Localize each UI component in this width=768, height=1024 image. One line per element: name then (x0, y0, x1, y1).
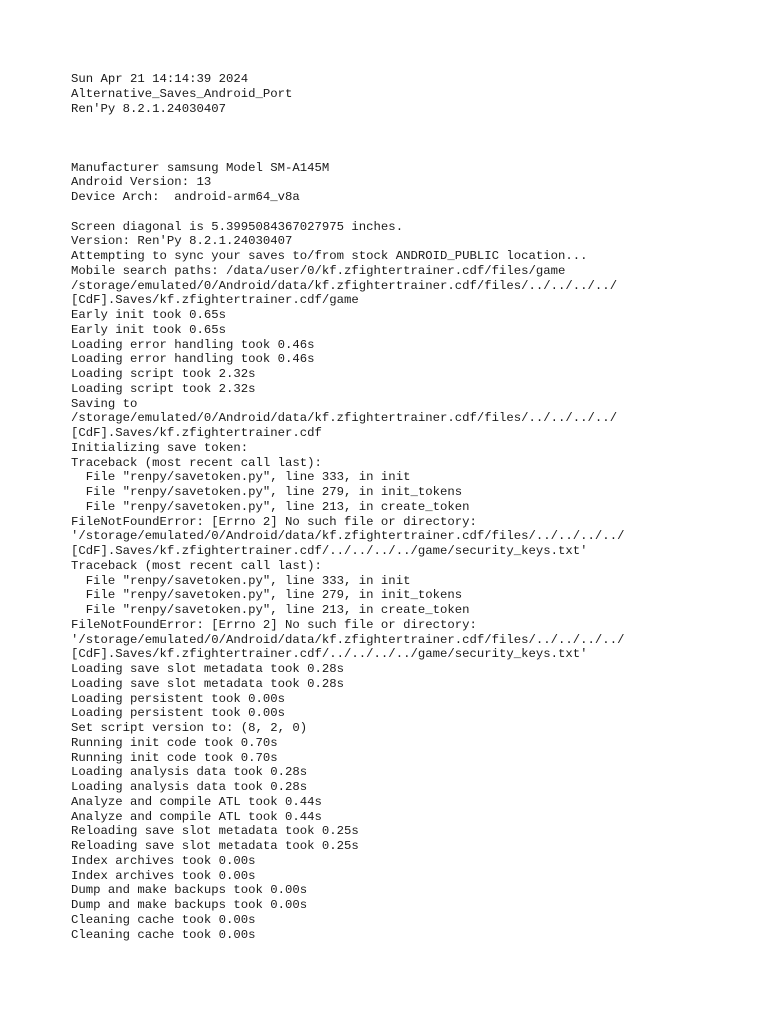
log-line: Traceback (most recent call last): (71, 558, 322, 573)
log-line: /storage/emulated/0/Android/data/kf.zfightertrainer.cdf/files/../../../../ (71, 278, 618, 293)
log-line: Analyze and compile ATL took 0.44s (71, 794, 322, 809)
log-line: Attempting to sync your saves to/from stock ANDROID_PUBLIC location... (71, 249, 588, 263)
log-line: Device Arch: android-arm64_v8a (71, 190, 300, 204)
log-line: FileNotFoundError: [Errno 2] No such file or directory: (71, 617, 477, 632)
log-line: Dump and make backups took 0.00s (71, 898, 308, 912)
log-line: Loading analysis data took 0.28s (71, 765, 308, 780)
log-line: [CdF].Saves/kf.zfightertrainer.cdf/../../../../game/security_keys.txt' (71, 544, 588, 558)
log-line: Early init took 0.65s (71, 322, 226, 337)
log-line: Loading error handling took 0.46s (71, 352, 315, 367)
log-line: Early init took 0.65s (71, 308, 226, 322)
log-blank-line (71, 116, 761, 131)
log-line: Loading persistent took 0.00s (71, 691, 286, 706)
log-line: [CdF].Saves/kf.zfightertrainer.cdf/game (71, 293, 359, 308)
log-line: Cleaning cache took 0.00s (71, 927, 256, 942)
log-line: Initializing save token: (71, 440, 249, 455)
log-line: Set script version to: (8, 2, 0) (71, 721, 308, 735)
log-line: Running init code took 0.70s (71, 735, 278, 750)
log-line: Saving to (71, 396, 138, 411)
log-line: File "renpy/savetoken.py", line 279, in init_tokens (71, 485, 463, 499)
log-line: Dump and make backups took 0.00s (71, 883, 308, 898)
log-line: Loading save slot metadata took 0.28s (71, 676, 345, 691)
log-line: /storage/emulated/0/Android/data/kf.zfightertrainer.cdf/files/../../../../ (71, 411, 618, 426)
log-text (71, 72, 761, 942)
log-line: Cleaning cache took 0.00s (71, 912, 256, 927)
log-line: Android Version: 13 (71, 175, 212, 190)
log-line: Version: Ren'Py 8.2.1.24030407 (71, 234, 293, 249)
log-line: Running init code took 0.70s (71, 750, 278, 765)
log-line: Loading save slot metadata took 0.28s (71, 662, 345, 676)
log-line: Screen diagonal is 5.3995084367027975 inches. (71, 219, 404, 234)
log-line: Loading persistent took 0.00s (71, 706, 286, 721)
log-line: Analyze and compile ATL took 0.44s (71, 809, 322, 824)
log-line: '/storage/emulated/0/Android/data/kf.zfightertrainer.cdf/files/../../../../ (71, 529, 625, 544)
log-blank-line (71, 146, 761, 161)
log-blank-line (71, 131, 761, 146)
log-line: Loading script took 2.32s (71, 381, 256, 396)
log-line: File "renpy/savetoken.py", line 279, in init_tokens (71, 588, 463, 603)
log-line: FileNotFoundError: [Errno 2] No such file or directory: (71, 514, 477, 529)
log-line: [CdF].Saves/kf.zfightertrainer.cdf (71, 426, 322, 440)
log-line: Loading analysis data took 0.28s (71, 780, 308, 794)
log-line: [CdF].Saves/kf.zfightertrainer.cdf/../../../../game/security_keys.txt' (71, 647, 588, 662)
log-line: Traceback (most recent call last): (71, 455, 322, 470)
log-blank-line (71, 205, 761, 220)
log-line: Mobile search paths: /data/user/0/kf.zfightertrainer.cdf/files/game (71, 263, 566, 278)
log-line: Index archives took 0.00s (71, 853, 256, 868)
log-line: File "renpy/savetoken.py", line 213, in create_token (71, 499, 470, 514)
log-line: Reloading save slot metadata took 0.25s (71, 824, 359, 839)
log-line: Reloading save slot metadata took 0.25s (71, 839, 359, 853)
log-line: File "renpy/savetoken.py", line 333, in init (71, 470, 411, 485)
log-line: Alternative_Saves_Android_Port (71, 86, 293, 101)
log-line: File "renpy/savetoken.py", line 333, in init (71, 573, 411, 588)
log-line: Loading script took 2.32s (71, 367, 256, 381)
log-line: Loading error handling took 0.46s (71, 337, 315, 352)
log-line: Manufacturer samsung Model SM-A145M (71, 160, 330, 175)
log-line: Ren'Py 8.2.1.24030407 (71, 101, 226, 116)
log-line: File "renpy/savetoken.py", line 213, in create_token (71, 603, 470, 617)
log-line: Sun Apr 21 14:14:39 2024 (71, 72, 249, 86)
log-line: Index archives took 0.00s (71, 868, 256, 883)
log-line: '/storage/emulated/0/Android/data/kf.zfightertrainer.cdf/files/../../../../ (71, 632, 625, 647)
